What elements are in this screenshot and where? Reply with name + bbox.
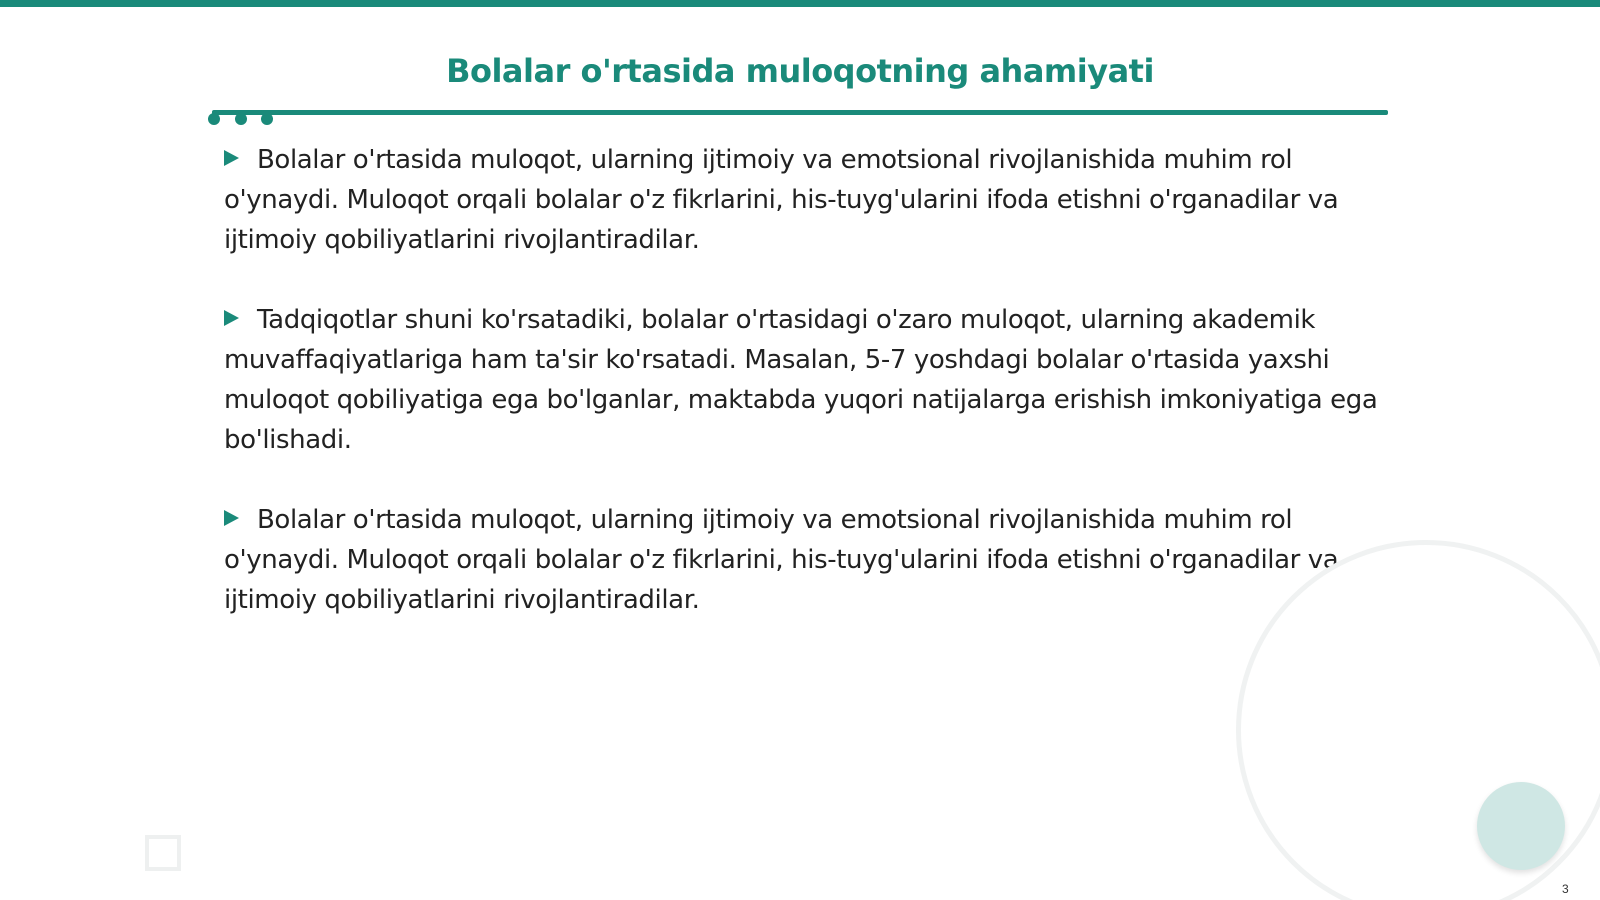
decorative-dot-3	[261, 113, 273, 125]
bullet-text: Bolalar o'rtasida muloqot, ularning ijtimoiy va emotsional rivojlanishida muhim rol o'ynaydi. Muloqot orqali bolalar o'z fikrlarini, his-tuyg'ularini ifoda etishni o'rganadilar va ijtimoiy qobiliyatlarini rivojlantiradilar.	[224, 145, 1339, 255]
decorative-square	[145, 835, 181, 871]
decorative-circle	[1477, 782, 1565, 870]
title-underline	[212, 110, 1388, 115]
top-accent-bar	[0, 0, 1600, 7]
triangle-right-icon	[224, 310, 239, 326]
decorative-dot-2	[235, 113, 247, 125]
decorative-dot-1	[208, 113, 220, 125]
slide-title: Bolalar o'rtasida muloqotning ahamiyati	[446, 52, 1154, 90]
bullet-item	[224, 500, 1384, 620]
bullet-item	[224, 140, 1384, 260]
page-number: 3	[1562, 882, 1569, 896]
bullet-list	[224, 140, 1384, 660]
bullet-text: Tadqiqotlar shuni ko'rsatadiki, bolalar o'rtasidagi o'zaro muloqot, ularning akademik muvaffaqiyatlariga ham ta'sir ko'rsatadi. Masalan, 5-7 yoshdagi bolalar o'rtasida yaxshi muloqot qobiliyatiga ega bo'lganlar, maktabda yuqori natijalarga erishish imkoniyatiga ega bo'lishadi.	[224, 305, 1378, 455]
triangle-right-icon	[224, 150, 239, 166]
bullet-item	[224, 300, 1384, 460]
bullet-text: Bolalar o'rtasida muloqot, ularning ijtimoiy va emotsional rivojlanishida muhim rol o'ynaydi. Muloqot orqali bolalar o'z fikrlarini, his-tuyg'ularini ifoda etishni o'rganadilar va ijtimoiy qobiliyatlarini rivojlantiradilar.	[224, 505, 1339, 615]
triangle-right-icon	[224, 510, 239, 526]
